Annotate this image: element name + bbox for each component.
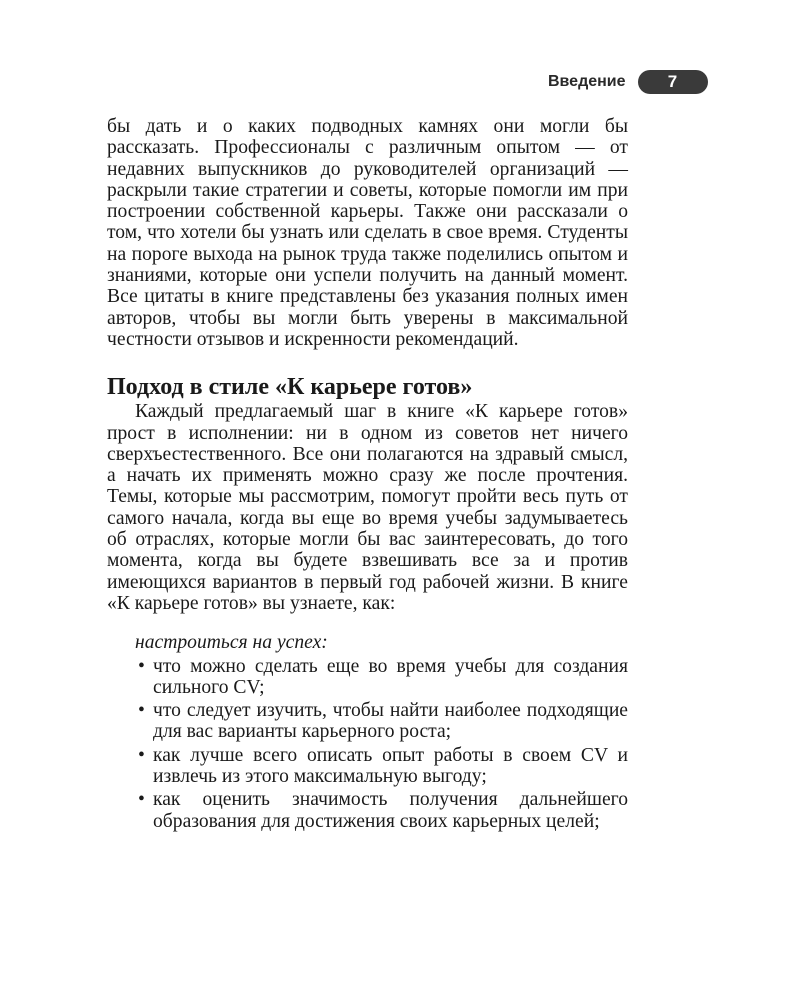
section-title: Введение	[548, 73, 626, 90]
list-item-text: что можно сделать еще во время учебы для создания сильного CV;	[153, 655, 628, 698]
section-heading: Подход в стиле «К карьере готов»	[107, 374, 473, 401]
list-item	[138, 789, 628, 832]
bullet-icon: •	[138, 700, 145, 722]
list-item	[138, 655, 628, 699]
list-item-text: что следует изучить, чтобы найти наиболее подходящие для вас варианты карьерного роста;	[153, 700, 628, 743]
paragraph: бы дать и о каких подводных камнях они могли бы рассказать. Профессионалы с различным опытом — от недавних выпускников до руководителей организаций — раскрыли такие стратегии и советы, которые помогли им при построении собственной карьеры. Также они рассказали о том, что хотели бы узнать или сделать в свое время. Студенты на пороге выхода на рынок труда также поделились опытом и знаниями, которые они успели получить на данный момент. Все цитаты в книге представлены без указания полных имен авторов, чтобы вы могли быть уверены в максимальной честности отзывов и искренности рекомендаций.	[107, 116, 628, 350]
paragraph: Каждый предлагаемый шаг в книге «К карьере готов» прост в исполнении: ни в одном из советов нет ничего сверхъестественного. Все они полагаются на здравый смысл, а начать их применять можно сразу же после прочтения. Темы, которые мы рассмотрим, помогут пройти весь путь от самого начала, когда вы еще во время учебы задумываетесь об отраслях, которые могли бы вас заинтересовать, до того момента, когда вы будете взвешивать все за и против имеющихся вариантов в первый год рабочей жизни. В книге «К карьере готов» вы узнаете, как:	[107, 401, 628, 614]
bullet-list	[107, 656, 628, 832]
list-lead-in: настроиться на успех:	[135, 632, 328, 654]
bullet-icon: •	[138, 744, 145, 766]
page-number-badge: 7	[638, 70, 708, 94]
bullet-icon: •	[138, 655, 145, 677]
list-item	[138, 700, 628, 743]
running-header	[540, 66, 708, 98]
list-item-text: как лучше всего описать опыт работы в своем CV и извлечь из этого максимальную выгоду;	[153, 744, 628, 788]
list-item	[138, 744, 628, 788]
list-item-text: как оценить значимость получения дальнейшего образования для достижения своих карьерных целей;	[153, 789, 628, 832]
bullet-icon: •	[138, 789, 145, 811]
page-body	[107, 116, 628, 834]
